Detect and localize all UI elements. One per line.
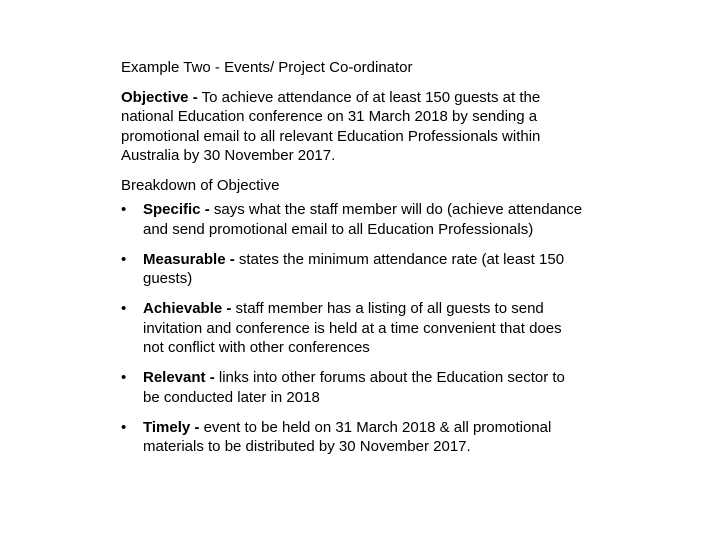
bullet-icon: •	[121, 250, 127, 268]
document-body	[121, 58, 591, 467]
item-text: event to be held on 31 March 2018 & all promotional materials to be distributed by 30 November 2017.	[143, 418, 552, 455]
item-label: Relevant -	[143, 369, 215, 386]
objective-text: To achieve attendance of at least 150 guests at the national Education conference on 31 March 2018 by sending a promotional email to all relevant Education Professionals within Australia by 30 November 2017.	[121, 88, 541, 164]
bullet-icon: •	[121, 369, 127, 386]
breakdown-heading: Breakdown of Objective	[121, 176, 280, 194]
list-item-specific	[121, 200, 583, 239]
item-label: Timely -	[143, 418, 200, 436]
list-item-relevant	[121, 368, 583, 407]
list-item-timely	[121, 418, 583, 457]
objective-label: Objective -	[121, 88, 198, 106]
bullet-icon: •	[121, 300, 127, 317]
item-text: says what the staff member will do (achieve attendance and send promotional email to all Education Professionals)	[143, 201, 583, 238]
bullet-icon: •	[121, 418, 127, 436]
breakdown-list	[121, 200, 591, 457]
item-text: states the minimum attendance rate (at least 150 guests)	[143, 250, 565, 287]
item-label: Specific -	[143, 201, 210, 218]
objective-paragraph	[121, 88, 581, 166]
bullet-icon: •	[121, 201, 127, 218]
item-label: Measurable -	[143, 250, 235, 268]
item-text: links into other forums about the Education sector to be conducted later in 2018	[143, 369, 565, 406]
document-title: Example Two - Events/ Project Co-ordinator	[121, 59, 413, 76]
list-item-achievable	[121, 299, 583, 358]
item-text: staff member has a listing of all guests to send invitation and conference is held at a time convenient that does not conflict with other conferences	[143, 300, 562, 356]
list-item-measurable	[121, 250, 583, 289]
item-label: Achievable -	[143, 300, 232, 317]
